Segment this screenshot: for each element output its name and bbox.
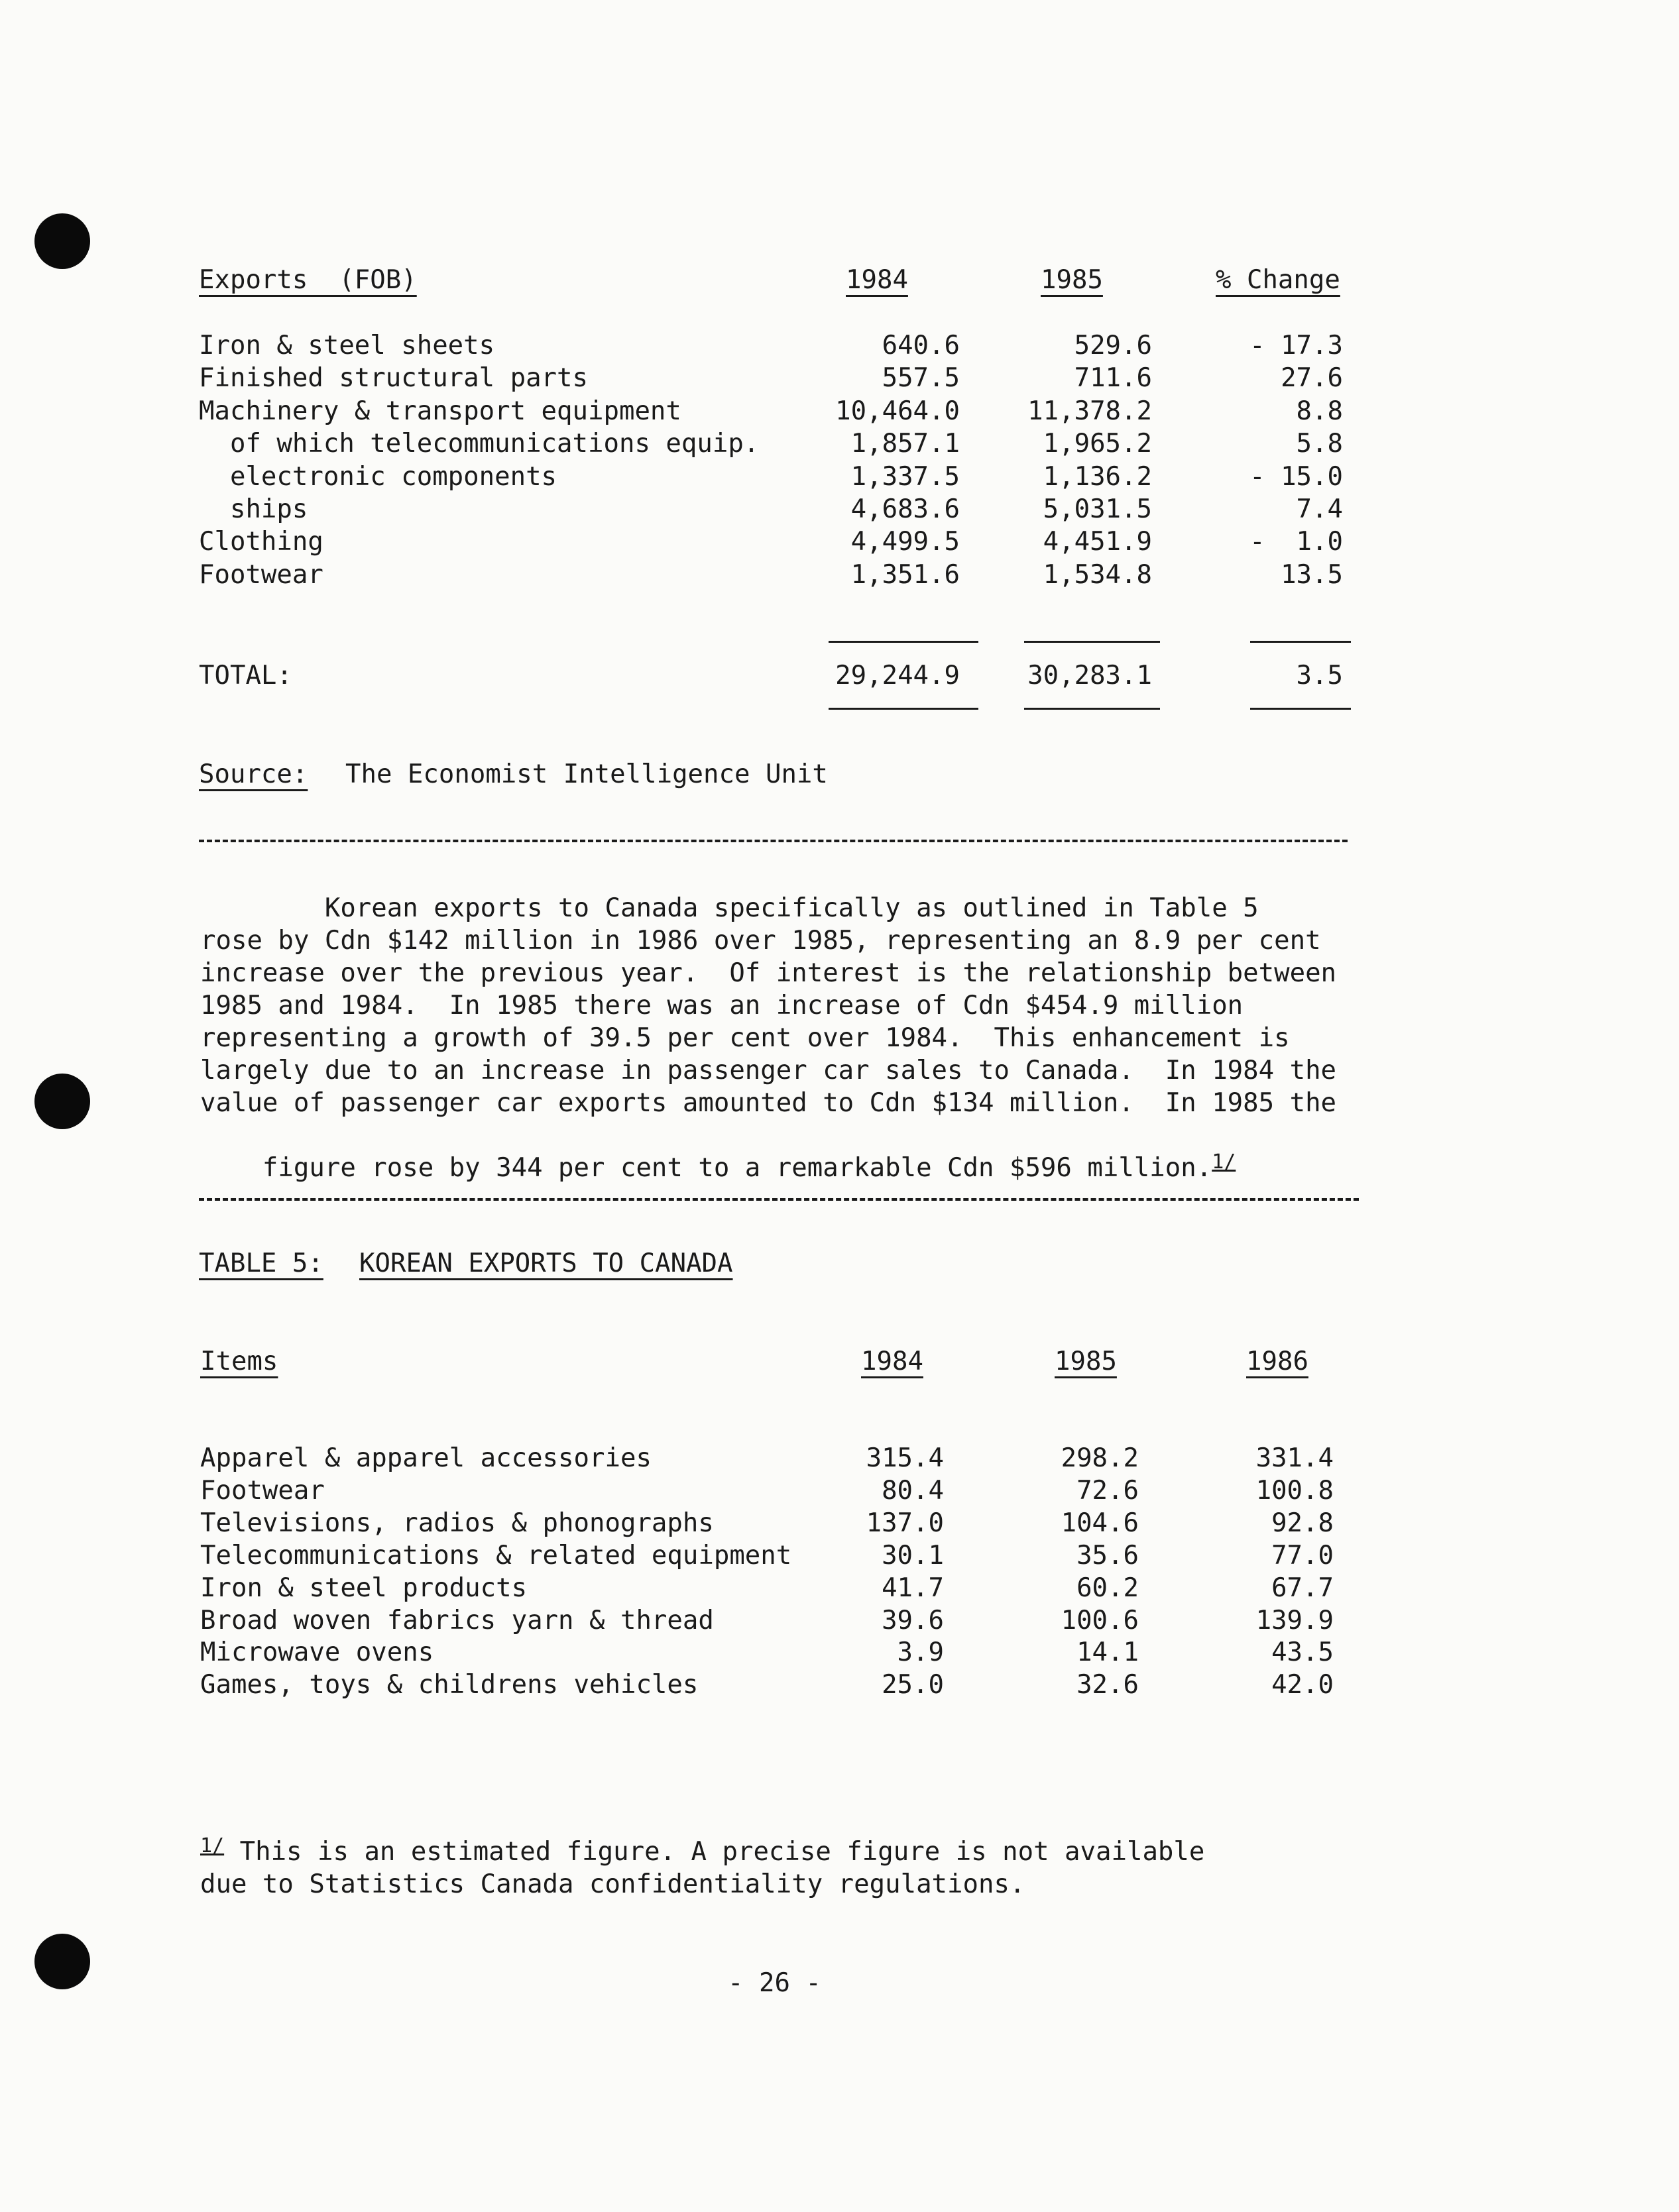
total-rule-bottom-1984 (829, 708, 978, 710)
table5-row-1986: 92.8 (1271, 1508, 1334, 1538)
exports-row-change: - 15.0 (1249, 462, 1343, 492)
exports-row-label: of which telecommunications equip. (199, 429, 760, 459)
punch-hole-top (34, 213, 90, 269)
paragraph-line: representing a growth of 39.5 per cent over 1984. This enhancement is (200, 1023, 1290, 1053)
exports-row-label: Machinery & transport equipment (199, 396, 681, 426)
paragraph-line (200, 1119, 1236, 1219)
separator-dashed-2 (199, 1198, 1359, 1201)
total-rule-top-1984 (829, 641, 978, 643)
table5-row-label: Broad woven fabrics yarn & thread (200, 1606, 714, 1635)
exports-row-change: - 1.0 (1249, 527, 1343, 557)
exports-row-label: Finished structural parts (199, 363, 588, 393)
exports-row-label: ships (199, 494, 308, 524)
table5-header-1984: 1984 (861, 1347, 923, 1376)
table5-row (0, 1539, 1679, 1572)
exports-row-change: 7.4 (1296, 494, 1343, 524)
exports-row-change: 8.8 (1296, 396, 1343, 426)
exports-row-1984: 1,857.1 (850, 429, 960, 459)
exports-row (0, 493, 1679, 525)
exports-row-1984: 1,337.5 (850, 462, 960, 492)
exports-row-1985: 711.6 (1074, 363, 1152, 393)
exports-row-change: 27.6 (1281, 363, 1343, 393)
exports-header-1984: 1984 (846, 265, 908, 295)
exports-row (0, 427, 1679, 460)
table5-caption-label: TABLE 5: (199, 1248, 323, 1278)
page-number: - 26 - (728, 1968, 821, 1998)
exports-row (0, 525, 1679, 558)
table5-header-item: Items (200, 1347, 278, 1376)
table5-row-1984: 30.1 (882, 1541, 944, 1571)
source-text: The Economist Intelligence Unit (345, 759, 828, 789)
punch-hole-bottom (34, 1934, 90, 1989)
table5-row-1985: 14.1 (1076, 1637, 1139, 1667)
separator-dashed-1 (199, 840, 1348, 842)
exports-row-1984: 4,499.5 (850, 527, 960, 557)
footnote-reference: 1/ (1212, 1150, 1236, 1174)
total-rule-bottom-1985 (1024, 708, 1160, 710)
source-label: Source: (199, 759, 308, 789)
total-1985: 30,283.1 (1027, 661, 1152, 691)
table5-row-1985: 104.6 (1061, 1508, 1139, 1538)
table5-row-label: Games, toys & childrens vehicles (200, 1670, 699, 1700)
table5-row-label: Televisions, radios & phonographs (200, 1508, 714, 1538)
table5-row-1986: 42.0 (1271, 1670, 1334, 1700)
exports-row-1985: 5,031.5 (1043, 494, 1152, 524)
table5-row-1985: 100.6 (1061, 1606, 1139, 1635)
exports-row (0, 329, 1679, 362)
exports-row-label: Footwear (199, 560, 323, 590)
total-rule-top-1985 (1024, 641, 1160, 643)
exports-row-1984: 10,464.0 (835, 396, 960, 426)
table5-row (0, 1442, 1679, 1474)
table5-row-1985: 60.2 (1076, 1573, 1139, 1603)
table5-row (0, 1604, 1679, 1637)
table5-row-1986: 43.5 (1271, 1637, 1334, 1667)
exports-row-label: electronic components (199, 462, 557, 492)
table5-header-1985: 1985 (1055, 1347, 1117, 1376)
exports-row (0, 362, 1679, 394)
footnote-line-1 (200, 1836, 1204, 1870)
table5-row (0, 1636, 1679, 1669)
table5-row (0, 1507, 1679, 1539)
exports-row-1985: 11,378.2 (1027, 396, 1152, 426)
exports-row-1984: 4,683.6 (850, 494, 960, 524)
table5-row-1985: 32.6 (1076, 1670, 1139, 1700)
footnote-line-2: due to Statistics Canada confidentiality regulations. (200, 1869, 1025, 1899)
exports-header-1985: 1985 (1041, 265, 1103, 295)
exports-row-1985: 1,534.8 (1043, 560, 1152, 590)
total-change: 3.5 (1296, 661, 1343, 691)
table5-row-1984: 41.7 (882, 1573, 944, 1603)
total-1984: 29,244.9 (835, 661, 960, 691)
exports-row-change: - 17.3 (1249, 331, 1343, 360)
table5-row-1986: 100.8 (1255, 1476, 1334, 1506)
table5-row-1986: 139.9 (1255, 1606, 1334, 1635)
table5-row (0, 1669, 1679, 1701)
table5-row-1984: 315.4 (866, 1443, 944, 1473)
table5-row-1984: 39.6 (882, 1606, 944, 1635)
table5-row-label: Apparel & apparel accessories (200, 1443, 652, 1473)
table5-row-1986: 331.4 (1255, 1443, 1334, 1473)
footnote-marker: 1/ (200, 1834, 225, 1857)
paragraph-line: rose by Cdn $142 million in 1986 over 1985, representing an 8.9 per cent (200, 926, 1321, 956)
exports-row-1984: 1,351.6 (850, 560, 960, 590)
total-rule-bottom-change (1250, 708, 1351, 710)
table5-row (0, 1572, 1679, 1604)
exports-row-1985: 529.6 (1074, 331, 1152, 360)
table5-row-1984: 25.0 (882, 1670, 944, 1700)
punch-hole-middle (34, 1074, 90, 1129)
table5-row-1986: 67.7 (1271, 1573, 1334, 1603)
exports-row-1985: 1,136.2 (1043, 462, 1152, 492)
table5-header-1986: 1986 (1246, 1347, 1308, 1376)
table5-row-label: Footwear (200, 1476, 325, 1506)
table5-row (0, 1474, 1679, 1507)
paragraph-line: increase over the previous year. Of interest is the relationship between (200, 958, 1337, 988)
table5-row-1986: 77.0 (1271, 1541, 1334, 1571)
paragraph-line: 1985 and 1984. In 1985 there was an increase of Cdn $454.9 million (200, 991, 1244, 1021)
table5-row-1985: 35.6 (1076, 1541, 1139, 1571)
total-label: TOTAL: (199, 661, 292, 691)
exports-row (0, 395, 1679, 427)
exports-row-label: Clothing (199, 527, 323, 557)
exports-row-1984: 557.5 (882, 363, 960, 393)
table5-row-1985: 72.6 (1076, 1476, 1139, 1506)
paragraph-line: largely due to an increase in passenger car sales to Canada. In 1984 the (200, 1056, 1337, 1085)
table5-row-1985: 298.2 (1061, 1443, 1139, 1473)
exports-row (0, 461, 1679, 493)
exports-header-item: Exports (FOB) (199, 265, 417, 295)
exports-row-label: Iron & steel sheets (199, 331, 495, 360)
table5-caption-title: KOREAN EXPORTS TO CANADA (359, 1248, 733, 1278)
paragraph-last-text: figure rose by 344 per cent to a remarkable Cdn $596 million. (262, 1153, 1212, 1183)
exports-row-change: 5.8 (1296, 429, 1343, 459)
exports-row (0, 559, 1679, 591)
table5-row-1984: 137.0 (866, 1508, 944, 1538)
paragraph-line: Korean exports to Canada specifically as outlined in Table 5 (200, 893, 1259, 923)
table5-row-label: Telecommunications & related equipment (200, 1541, 792, 1571)
table5-row-label: Iron & steel products (200, 1573, 528, 1603)
table5-row-label: Microwave ovens (200, 1637, 434, 1667)
exports-row-1985: 1,965.2 (1043, 429, 1152, 459)
exports-row-change: 13.5 (1281, 560, 1343, 590)
footnote-text-1: This is an estimated figure. A precise figure is not available (224, 1837, 1205, 1867)
exports-row-1985: 4,451.9 (1043, 527, 1152, 557)
table5-row-1984: 80.4 (882, 1476, 944, 1506)
exports-header-change: % Change (1216, 265, 1340, 295)
exports-row-1984: 640.6 (882, 331, 960, 360)
exports-total-row (0, 659, 1679, 692)
total-rule-top-change (1250, 641, 1351, 643)
table5-row-1984: 3.9 (897, 1637, 944, 1667)
paragraph-line: value of passenger car exports amounted to Cdn $134 million. In 1985 the (200, 1088, 1337, 1118)
